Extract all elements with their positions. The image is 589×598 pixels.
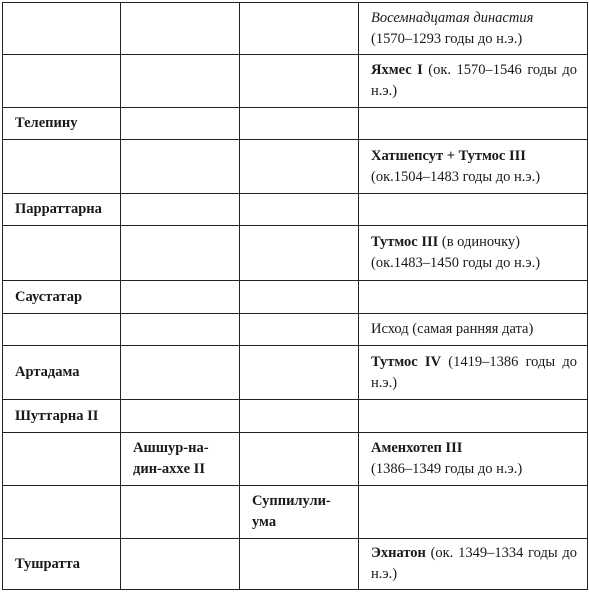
egypt-event-cell bbox=[359, 539, 588, 590]
egypt-event-cell bbox=[359, 140, 588, 194]
hittite-king-cell bbox=[240, 539, 359, 590]
mitanni-ruler-cell bbox=[3, 433, 121, 486]
egypt-event-cell bbox=[359, 226, 588, 281]
assyrian-ruler-cell bbox=[121, 486, 240, 539]
hittite-ruler-cell bbox=[3, 140, 121, 194]
dynasty-dates: (1570–1293 годы до н.э.) bbox=[371, 30, 523, 47]
assyrian-ruler-cell bbox=[121, 314, 240, 346]
assyrian-ruler-cell bbox=[121, 108, 240, 140]
egypt-event-cell bbox=[359, 486, 588, 539]
assyrian-ruler-cell bbox=[121, 400, 240, 433]
egypt-event-cell bbox=[359, 433, 588, 486]
egypt-event-cell bbox=[359, 314, 588, 346]
assyrian-ruler-cell bbox=[121, 3, 240, 55]
table-row bbox=[3, 486, 588, 539]
hittite-king-cell bbox=[240, 108, 359, 140]
exodus-label: Исход (самая ранняя дата) bbox=[371, 321, 534, 337]
egypt-event-cell bbox=[359, 281, 588, 314]
mitanni-ruler-cell: Артадама bbox=[3, 346, 121, 400]
assyrian-ruler-cell bbox=[121, 539, 240, 590]
table-row bbox=[3, 346, 588, 400]
table-row bbox=[3, 539, 588, 590]
hittite-king-cell bbox=[240, 346, 359, 400]
table-row bbox=[3, 281, 588, 314]
egypt-event-cell bbox=[359, 55, 588, 108]
table-row bbox=[3, 108, 588, 140]
mitanni-ruler-cell: Шуттарна II bbox=[3, 400, 121, 433]
hittite-ruler-cell bbox=[3, 55, 121, 108]
egypt-event-cell bbox=[359, 346, 588, 400]
assyrian-ruler-cell: Ашшур-на-дин-ахxe II bbox=[121, 433, 240, 486]
hittite-king-cell bbox=[240, 140, 359, 194]
pharaoh-dates: (1419–1386 годы до н.э.) bbox=[371, 353, 577, 391]
pharaoh-name: Аменхотеп III bbox=[371, 440, 463, 456]
egypt-event-cell bbox=[359, 194, 588, 226]
table-row bbox=[3, 226, 588, 281]
hittite-king-cell bbox=[240, 3, 359, 55]
pharaoh-name: Эхнатон bbox=[371, 545, 426, 561]
table-row bbox=[3, 55, 588, 108]
mitanni-ruler-cell: Тушратта bbox=[3, 539, 121, 590]
pharaoh-name: Тутмос IV bbox=[371, 353, 442, 370]
table-row bbox=[3, 433, 588, 486]
pharaoh-dates: (ок. 1570–1546 годы до н.э.) bbox=[371, 62, 577, 99]
table-row bbox=[3, 3, 588, 55]
hittite-ruler-cell bbox=[3, 3, 121, 55]
egypt-event-cell bbox=[359, 400, 588, 433]
hittite-king-cell bbox=[240, 400, 359, 433]
hittite-king-cell bbox=[240, 226, 359, 281]
assyrian-ruler-cell bbox=[121, 281, 240, 314]
mitanni-ruler-cell: Саустатар bbox=[3, 281, 121, 314]
dynasty-title: Восемнадцатая династия bbox=[371, 9, 534, 26]
chronology-table bbox=[2, 2, 588, 590]
pharaoh-dates: (ок. 1349–1334 годы до н.э.) bbox=[371, 545, 577, 582]
assyrian-ruler-cell bbox=[121, 346, 240, 400]
table-row bbox=[3, 140, 588, 194]
pharaoh-name: Яхмес I bbox=[371, 62, 423, 78]
assyrian-ruler-cell bbox=[121, 226, 240, 281]
assyrian-ruler-cell bbox=[121, 55, 240, 108]
mitanni-ruler-cell bbox=[3, 314, 121, 346]
hittite-king-cell bbox=[240, 433, 359, 486]
hittite-king-cell: Суппилули-ума bbox=[240, 486, 359, 539]
table-row bbox=[3, 314, 588, 346]
hittite-ruler-cell bbox=[3, 226, 121, 281]
egypt-event-cell bbox=[359, 108, 588, 140]
pharaoh-dates: (в одиночку) (ок.1483–1450 годы до н.э.) bbox=[371, 234, 541, 271]
mitanni-ruler-cell: Парраттарна bbox=[3, 194, 121, 226]
hittite-king-cell bbox=[240, 281, 359, 314]
table-row bbox=[3, 194, 588, 226]
hittite-king-cell bbox=[240, 194, 359, 226]
egypt-event-cell bbox=[359, 3, 588, 55]
pharaoh-name: Тутмос III bbox=[371, 234, 439, 250]
pharaoh-dates: (ок.1504–1483 годы до н.э.) bbox=[371, 168, 541, 185]
pharaoh-dates: (1386–1349 годы до н.э.) bbox=[371, 461, 523, 477]
mitanni-ruler-cell bbox=[3, 486, 121, 539]
table-row bbox=[3, 400, 588, 433]
assyrian-ruler-cell bbox=[121, 140, 240, 194]
mitanni-ruler-cell: Телепину bbox=[3, 108, 121, 140]
hittite-king-cell bbox=[240, 314, 359, 346]
hittite-king-cell bbox=[240, 55, 359, 108]
pharaoh-name: Хатшепсут + Тутмос III bbox=[371, 147, 526, 164]
assyrian-ruler-cell bbox=[121, 194, 240, 226]
